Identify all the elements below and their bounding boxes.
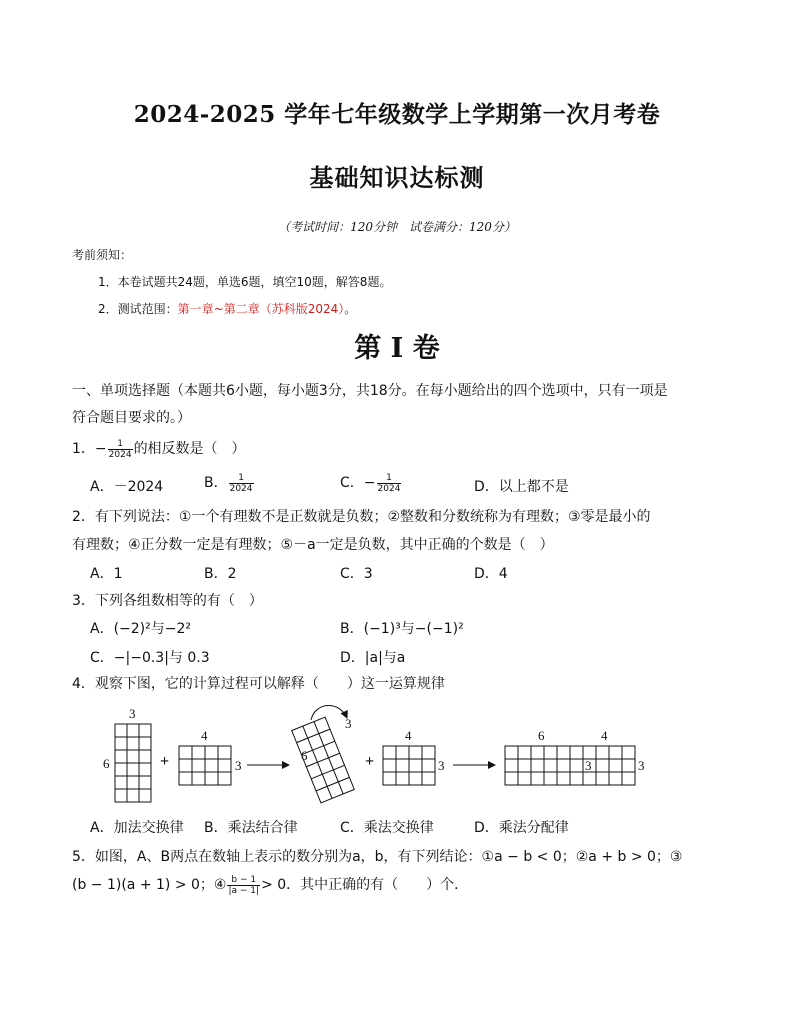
exam-info: （考试时间：120分钟 试卷满分：120分） xyxy=(278,220,516,234)
rotate-arrow xyxy=(311,705,347,720)
q1-c-fraction xyxy=(377,473,402,494)
q2-option-d: D．4 xyxy=(474,566,508,582)
q3-stem: 3．下列各组数相等的有（ ） xyxy=(72,593,263,609)
section-title: 第 I 卷 xyxy=(354,333,440,364)
notice-item-2-suffix: 。 xyxy=(344,302,357,316)
q1-b-fraction xyxy=(229,473,254,494)
q4-figure xyxy=(95,698,655,810)
q2-option-b: B．2 xyxy=(204,566,237,582)
q1-number: 1． xyxy=(72,441,95,457)
q2-line-1: 2．有下列说法：①一个有理数不是正数就是负数；②整数和分数统称为有理数；③零是最小的 xyxy=(72,509,651,525)
q5-line-2 xyxy=(72,874,468,896)
grid-4x3-second xyxy=(383,746,435,785)
g5-right-label: 3 xyxy=(638,758,645,773)
q4-option-d: D．乘法分配律 xyxy=(474,820,569,836)
test-range: 第一章~第二章（苏科版2024） xyxy=(177,302,345,316)
part1-heading-line1: 一、单项选择题（本题共6小题，每小题3分，共18分。在每小题给出的四个选项中，只有一项是 xyxy=(72,383,668,399)
q1-c-frac-den: 2024 xyxy=(377,483,401,494)
q4-option-b: B．乘法结合律 xyxy=(204,820,298,836)
g4-right-label: 3 xyxy=(438,758,445,773)
g5-mid-label: 3 xyxy=(585,758,592,773)
g4-top-label: 4 xyxy=(405,728,412,743)
g2-top-label: 4 xyxy=(201,728,208,743)
q5-fraction xyxy=(227,875,260,896)
q1-minus: − xyxy=(94,441,107,457)
part1-heading-line2: 符合题目要求的。） xyxy=(72,410,191,426)
g1-top-label: 3 xyxy=(129,706,136,721)
grid-10x3 xyxy=(505,746,635,785)
q1-b-label: B． xyxy=(204,475,228,491)
notice-item-1: 1．本卷试题共24题，单选6题，填空10题，解答8题。 xyxy=(98,275,392,289)
q1-option-a: A．－2024 xyxy=(90,479,164,495)
q3-option-c: C．−|−0.3|与 0.3 xyxy=(90,650,210,666)
q3-option-d: D．|a|与a xyxy=(340,650,406,666)
q4-option-c: C．乘法交换律 xyxy=(340,820,434,836)
q1-b-frac-den: 2024 xyxy=(229,483,253,494)
q1-c-frac-num: 1 xyxy=(377,473,402,484)
q1-option-c xyxy=(340,472,402,494)
q1-c-label: C．− xyxy=(340,475,376,491)
g1-left-label: 6 xyxy=(103,756,110,771)
grid-4x3 xyxy=(179,746,231,785)
q1-frac-num: 1 xyxy=(108,439,133,450)
q4-option-a: A．加法交换律 xyxy=(90,820,184,836)
q3-option-b: B．(−1)³与−(−1)² xyxy=(340,621,464,637)
g3-top-label: 3 xyxy=(345,716,352,731)
q5-line-1: 5．如图，A、B两点在数轴上表示的数分别为a，b，有下列结论：①a − b < 0；②a + b > 0；③ xyxy=(72,849,683,865)
q1-fraction xyxy=(108,439,133,460)
q5-frac-den: |a − 1| xyxy=(228,885,260,896)
q5-frac-num: b − 1 xyxy=(227,875,260,886)
q3-option-a: A．(−2)²与−2² xyxy=(90,621,192,637)
q4-stem: 4．观察下图，它的计算过程可以解释（ ）这一运算规律 xyxy=(72,676,445,692)
notice-heading: 考前须知： xyxy=(72,248,133,262)
q1-option-d: D．以上都不是 xyxy=(474,479,569,495)
g2-right-label: 3 xyxy=(235,758,242,773)
plus-sign-2: + xyxy=(365,753,375,770)
question-1-stem xyxy=(72,438,246,460)
plus-sign-1: + xyxy=(160,753,170,770)
q1-option-b xyxy=(204,472,255,494)
q2-option-c: C．3 xyxy=(340,566,373,582)
grid-3x6 xyxy=(115,724,151,802)
q1-frac-den: 2024 xyxy=(108,449,132,460)
q2-option-a: A．1 xyxy=(90,566,123,582)
notice-item-2-prefix: 2．测试范围： xyxy=(98,302,178,316)
g5-top-left-label: 6 xyxy=(538,728,545,743)
notice-item-2 xyxy=(98,300,356,317)
exam-subtitle: 基础知识达标测 xyxy=(309,164,485,192)
g5-top-right-label: 4 xyxy=(601,728,608,743)
exam-title: 2024-2025 学年七年级数学上学期第一次月考卷 xyxy=(133,101,661,128)
q2-line-2: 有理数；④正分数一定是有理数；⑤－a一定是负数，其中正确的个数是（ ） xyxy=(72,537,554,553)
q5-line-2-part1: (b − 1)(a + 1) > 0；④ xyxy=(72,877,227,893)
g3-left-label: 6 xyxy=(301,748,308,763)
q5-line-2-part2: > 0．其中正确的有（ ）个． xyxy=(261,877,469,893)
q1-b-frac-num: 1 xyxy=(229,473,254,484)
q1-stem-tail: 的相反数是（ ） xyxy=(133,441,246,457)
